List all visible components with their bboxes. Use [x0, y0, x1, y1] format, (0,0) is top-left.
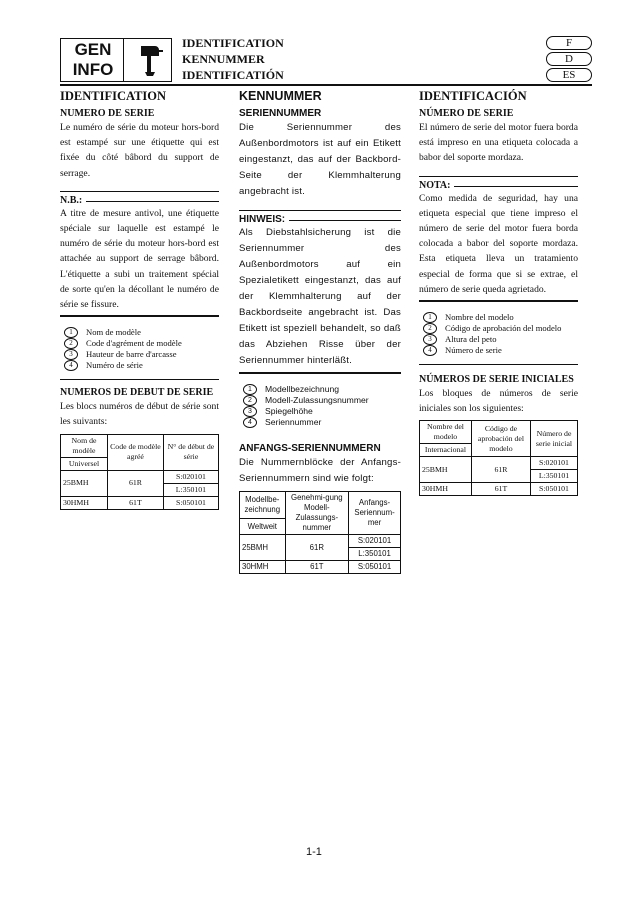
- column-french: [60, 88, 219, 510]
- table-header-universal: Weltweit: [240, 519, 286, 535]
- paragraph-serial: Die Seriennummer des Außenbordmotors ist auf ein Etikett eingestanzt, das auf der Backbord-Seite der Klemmhalterung angebracht ist.: [239, 122, 401, 197]
- table-header-code: Code de modèle agréé: [108, 434, 164, 470]
- cell-serial: S:020101: [531, 457, 578, 470]
- note-end-rule: [419, 300, 578, 302]
- subheading-start-serial: NÚMEROS DE SERIE INICIALES: [419, 374, 574, 386]
- info-label: INFO: [72, 60, 114, 79]
- paragraph-start-serial: Los bloques de números de serie iniciales son los siguientes:: [419, 388, 578, 415]
- cell-model: 30HMH: [240, 561, 286, 574]
- table-header-universal: Universel: [61, 457, 108, 470]
- cell-model: 30HMH: [61, 496, 108, 509]
- note-heading: [239, 210, 401, 225]
- table-header-model: Modellbe-zeichnung: [240, 492, 286, 519]
- serial-table: [239, 491, 401, 574]
- cell-code: 61T: [285, 561, 348, 574]
- legend-end-rule: [419, 364, 578, 365]
- legend-item: [423, 312, 578, 323]
- table-header-code: Genehmi-gung Modell-Zulassungs-nummer: [285, 492, 348, 535]
- legend-text: Seriennummer: [265, 417, 322, 427]
- table-row: [420, 457, 578, 470]
- legend-text: Spiegelhöhe: [265, 406, 313, 416]
- note-text: Como medida de seguridad, hay una etiqueta especial que tiene impreso el número de serie del motor fuera borda colocada a babor del soporte mordaza. Esta etiqueta lleva un tratamiento especial de forma que si se extrae, el número de serie queda agrietado.: [419, 192, 578, 295]
- legend-number: 1: [243, 384, 257, 395]
- cell-model: 25BMH: [240, 535, 286, 561]
- subheading-serial: NÚMERO DE SERIE: [419, 108, 514, 119]
- legend-item: [64, 327, 219, 338]
- note-heading: [419, 176, 578, 191]
- cell-model: 25BMH: [61, 470, 108, 496]
- subheading-start-serial: NUMEROS DE DEBUT DE SERIE: [60, 387, 214, 399]
- table-row: [240, 535, 401, 548]
- note-text: A titre de mesure antivol, une étiquette spéciale sur laquelle est estampé le numéro de série du moteur hors-bord est attachée au support de serrage bâbord. L'étiquette a subi un traitement spécial de sorte qu'en la décollant le numéro de série se fissure.: [60, 207, 219, 311]
- note-label: HINWEIS:: [239, 214, 286, 225]
- header-title-fr: IDENTIFICATION: [182, 36, 284, 50]
- table-row: [420, 421, 578, 444]
- lang-tag-f: F: [546, 36, 592, 50]
- legend-list: [60, 327, 219, 371]
- legend-text: Numéro de série: [86, 360, 143, 371]
- cell-serial: S:020101: [349, 535, 401, 548]
- table-row: [61, 470, 219, 483]
- cell-code: 61R: [108, 470, 164, 496]
- table-header-model: Nombre del modelo: [420, 421, 472, 444]
- legend-item: [243, 395, 401, 406]
- legend-item: [243, 384, 401, 395]
- paragraph-start-serial: Les blocs numéros de début de série sont les suivants:: [60, 401, 219, 428]
- legend-text: Código de aprobación del modelo: [445, 323, 562, 334]
- paragraph-serial: El número de serie del motor fuera borda está impreso en una etiqueta colocada a babor del soporte mordaza.: [419, 122, 578, 164]
- legend-number: 4: [64, 360, 78, 371]
- note-end-rule: [60, 315, 219, 317]
- legend-number: 4: [423, 345, 437, 356]
- note-text: Als Diebstahlsicherung ist die Seriennummer des Außenbordmotors auf ein Spezialetikett eingestanzt, das auf der Klemmhalterung auf der Backbordseite angebracht ist. Das Etikett ist speziell behandelt, so daß das Abziehen Risse über der Seriennummer hinterläßt.: [239, 227, 401, 366]
- legend-text: Número de serie: [445, 345, 502, 356]
- header-model-name: Nom de modèle: [71, 435, 97, 455]
- legend-number: 4: [243, 417, 257, 428]
- legend-number: 3: [243, 406, 257, 417]
- table-header-code: Código de aprobación del modelo: [471, 421, 530, 457]
- legend-text: Hauteur de barre d'arcasse: [86, 349, 177, 360]
- header-title-es: IDENTIFICATIÓN: [182, 68, 284, 82]
- legend-number: 3: [423, 334, 437, 345]
- note-heading: [60, 191, 219, 206]
- cell-code: 61R: [471, 457, 530, 483]
- legend-text: Modellbezeichnung: [265, 384, 340, 394]
- legend-number: 1: [64, 327, 78, 338]
- legend-item: [423, 345, 578, 356]
- note-label: N.B.:: [60, 194, 83, 206]
- header-title-de: KENNUMMER: [182, 52, 265, 66]
- paragraph-serial: Le numéro de série du moteur hors-bord est estampé sur une étiquette qui est fixée du côté bâbord du support de serrage.: [60, 122, 219, 179]
- serial-table: [419, 420, 578, 496]
- table-header-universal: Internacional: [420, 444, 472, 457]
- legend-text: Nombre del modelo: [445, 312, 514, 323]
- legend-number: 2: [64, 338, 78, 349]
- outboard-motor-icon: [131, 42, 167, 78]
- legend-text: Code d'agrément de modèle: [86, 338, 182, 349]
- cell-code: 61T: [108, 496, 164, 509]
- badge-divider: [123, 39, 124, 81]
- table-header-serial: N° de début de série: [163, 434, 218, 470]
- cell-serial: S:050101: [531, 483, 578, 496]
- paragraph-start-serial: Die Nummernblöcke der Anfangs-Seriennummern sind wie folgt:: [239, 457, 401, 484]
- legend-item: [243, 406, 401, 417]
- legend-list: [239, 384, 401, 428]
- legend-text: Nom de modèle: [86, 327, 141, 338]
- legend-item: [423, 334, 578, 345]
- subheading-serial: SERIENNUMMER: [239, 108, 322, 119]
- note-end-rule: [239, 372, 401, 374]
- cell-serial: S:050101: [349, 561, 401, 574]
- cell-model: 30HMH: [420, 483, 472, 496]
- section-title: IDENTIFICATION: [60, 89, 167, 103]
- cell-code: 61R: [285, 535, 348, 561]
- legend-text: Modell-Zulassungsnummer: [265, 395, 369, 405]
- cell-serial: S:020101: [163, 470, 218, 483]
- legend-number: 2: [243, 395, 257, 406]
- page-number: 1-1: [306, 846, 322, 858]
- table-row: [240, 561, 401, 574]
- table-header-model: [61, 434, 108, 457]
- legend-item: [243, 417, 401, 428]
- column-german: [239, 88, 401, 574]
- legend-item: [64, 360, 219, 371]
- table-header-serial: Anfangs-Seriennum-mer: [349, 492, 401, 535]
- cell-serial: L:350101: [349, 548, 401, 561]
- legend-text: Altura del peto: [445, 334, 497, 345]
- section-title: KENNUMMER: [239, 89, 322, 103]
- serial-table: [60, 434, 219, 510]
- cell-serial: L:350101: [163, 483, 218, 496]
- legend-list: [419, 312, 578, 356]
- column-spanish: [419, 88, 578, 496]
- subheading-start-serial: ANFANGS-SERIENNUMMERN: [239, 443, 381, 454]
- language-tags: [546, 36, 592, 84]
- legend-item: [64, 349, 219, 360]
- legend-number: 3: [64, 349, 78, 360]
- table-row: [240, 492, 401, 519]
- gen-info-label: [67, 40, 119, 80]
- legend-number: 1: [423, 312, 437, 323]
- table-row: [61, 434, 219, 457]
- table-row: [61, 496, 219, 509]
- cell-serial: L:350101: [531, 470, 578, 483]
- subheading-serial: NUMERO DE SERIE: [60, 108, 155, 119]
- lang-tag-d: D: [546, 52, 592, 66]
- section-title: IDENTIFICACIÓN: [419, 89, 527, 103]
- gen-info-badge: [60, 38, 172, 82]
- table-header-serial: Número de serie inicial: [531, 421, 578, 457]
- cell-serial: S:050101: [163, 496, 218, 509]
- legend-end-rule: [60, 379, 219, 380]
- lang-tag-es: ES: [546, 68, 592, 82]
- legend-item: [64, 338, 219, 349]
- header-titles: [182, 36, 284, 84]
- table-row: [420, 483, 578, 496]
- legend-item: [423, 323, 578, 334]
- header-rule: [60, 84, 592, 86]
- cell-model: 25BMH: [420, 457, 472, 483]
- gen-label: GEN: [74, 40, 112, 59]
- note-label: NOTA:: [419, 179, 451, 191]
- legend-number: 2: [423, 323, 437, 334]
- cell-code: 61T: [471, 483, 530, 496]
